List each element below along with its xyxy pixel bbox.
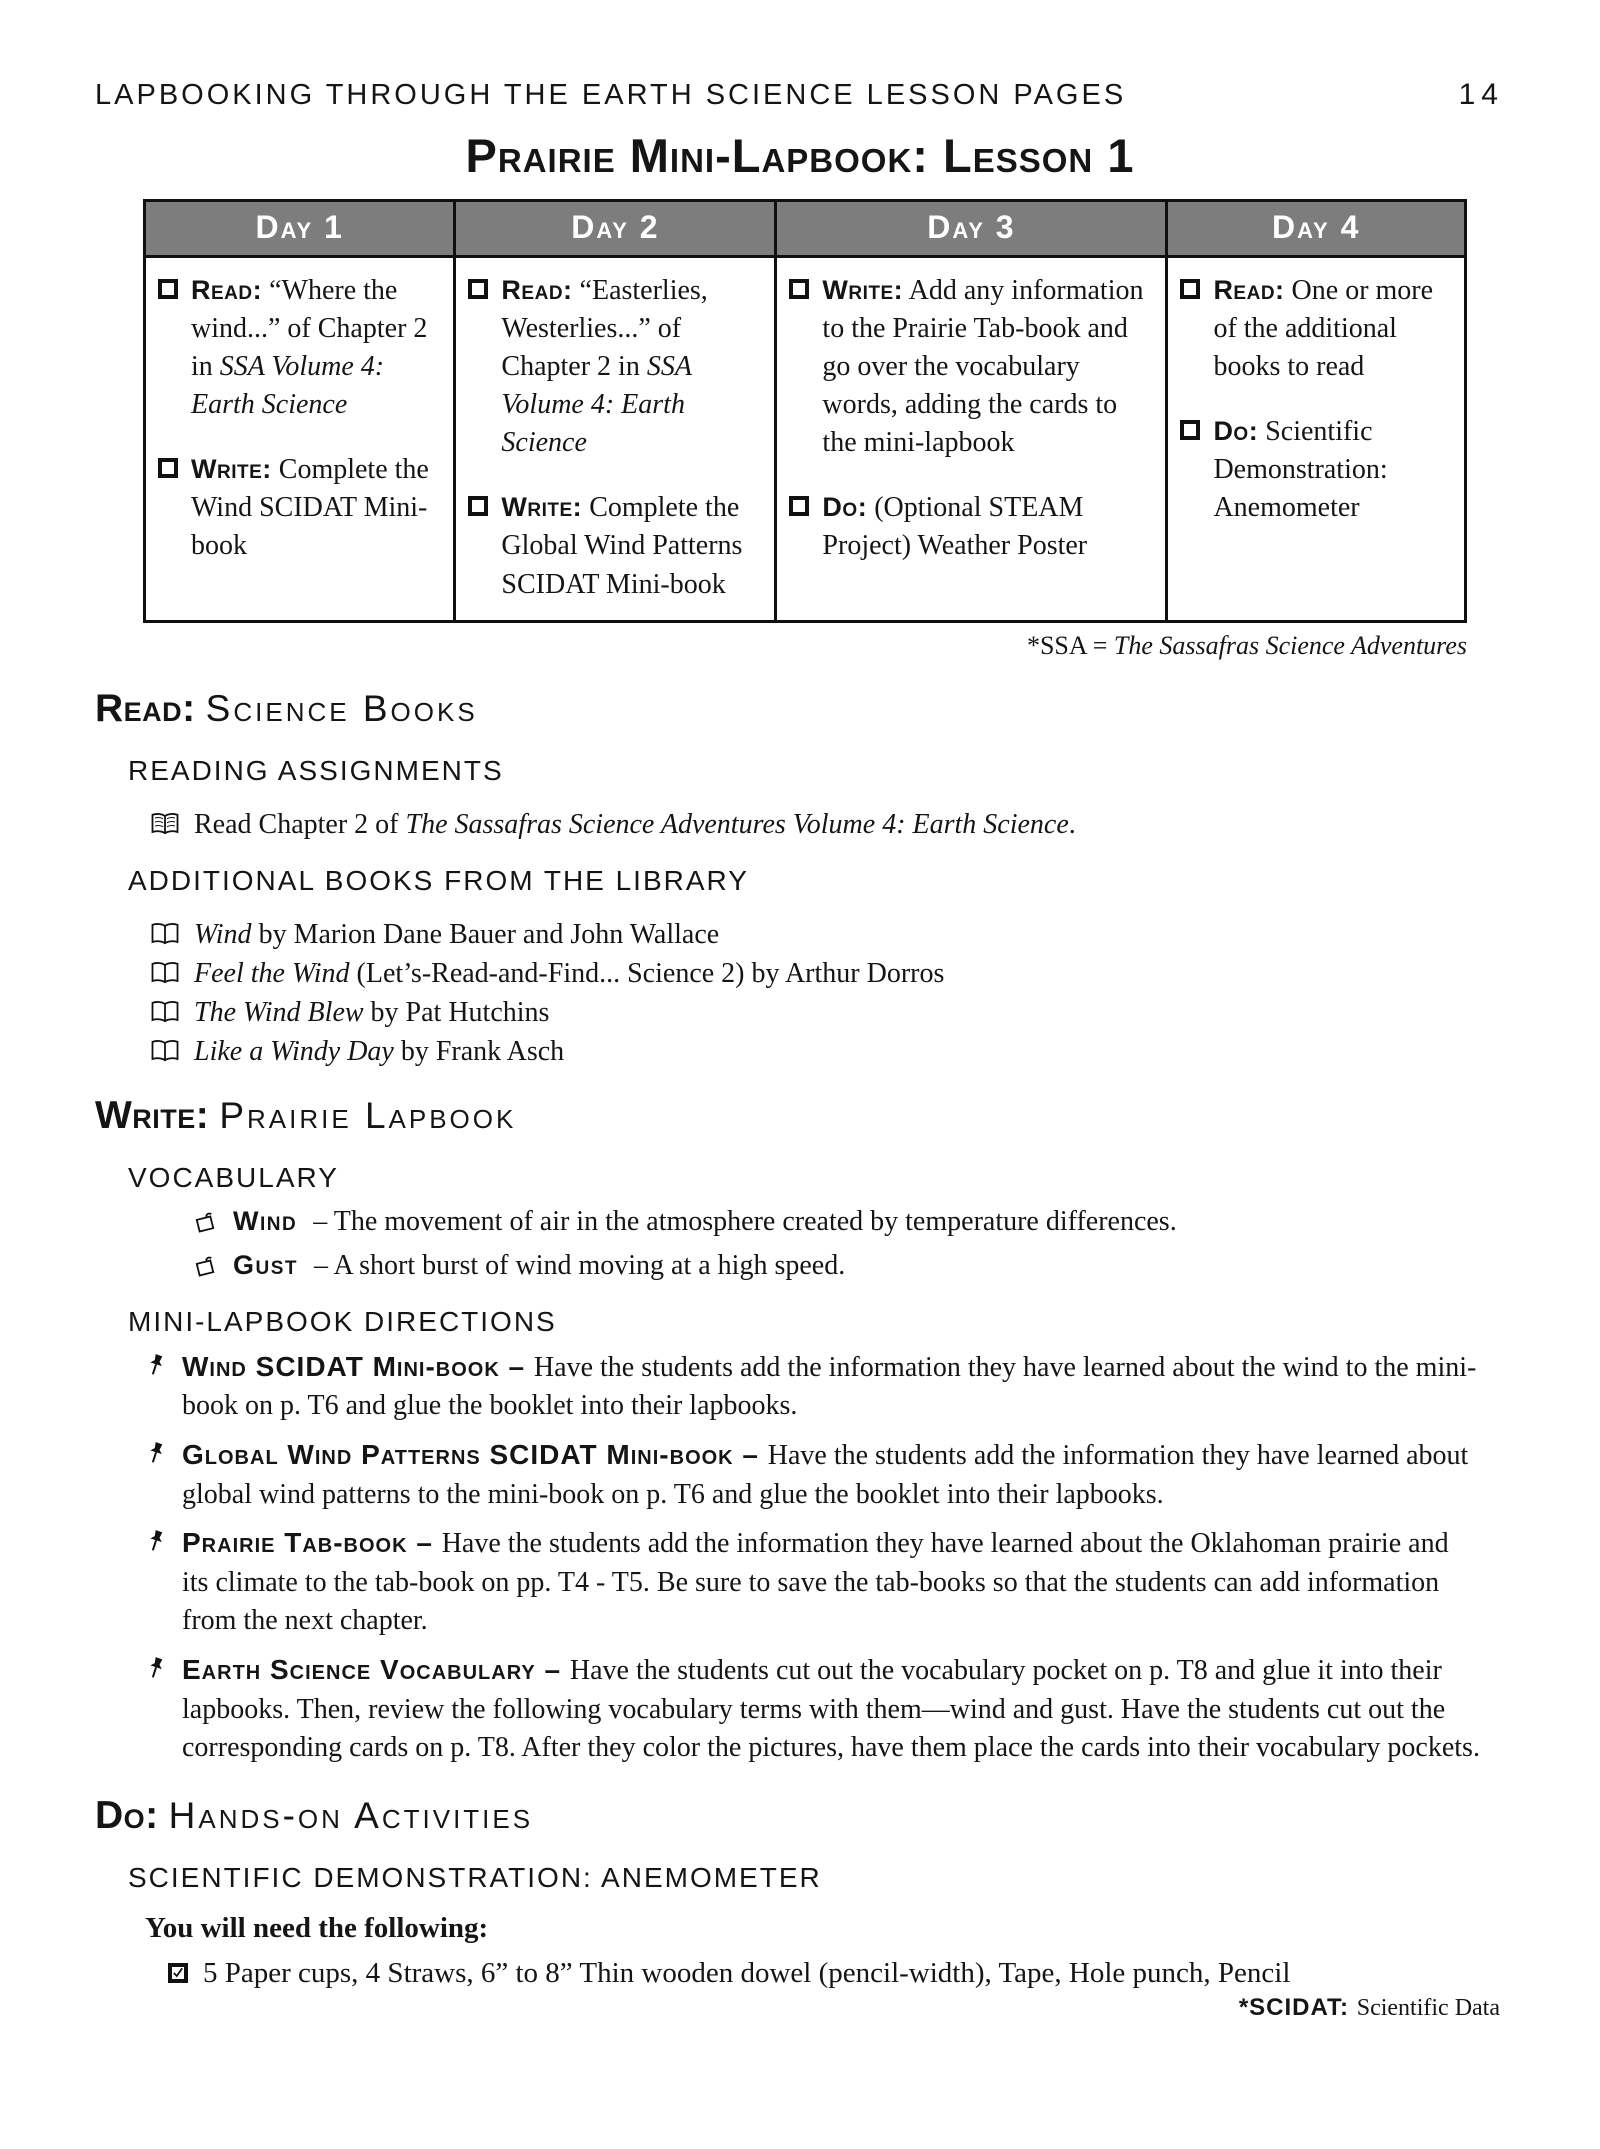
- checkbox-icon: [468, 496, 488, 516]
- section-write-heading: [95, 1094, 1600, 1138]
- subsection-minilapbook-directions: MINI-LAPBOOK DIRECTIONS: [128, 1305, 557, 1337]
- open-book-icon: [150, 961, 180, 985]
- page-title: Prairie Mini-Lapbook: Lesson 1: [465, 129, 1135, 182]
- checkbox-icon: [158, 458, 178, 478]
- book-title: Wind: [194, 918, 252, 950]
- day-2-cell: [455, 257, 776, 622]
- assignment-post: .: [1068, 808, 1076, 840]
- day-1-header: Day 1: [145, 201, 455, 257]
- item-keyword: Write:: [501, 492, 583, 523]
- subsection-scientific-demonstration: SCIENTIFIC DEMONSTRATION: ANEMOMETER: [128, 1861, 822, 1893]
- scidat-footnote-text: Scientific Data: [1356, 1994, 1500, 2021]
- reading-assignment-item: [150, 809, 1600, 841]
- library-book-item: [150, 997, 1600, 1029]
- section-keyword: Read:: [95, 686, 196, 730]
- running-header-title: LAPBOOKING THROUGH THE EARTH SCIENCE LESSON PAGES: [95, 79, 1127, 111]
- reading-assignment-text: [194, 809, 1076, 841]
- day-4-header: Day 4: [1167, 201, 1466, 257]
- checkbox-icon: [1180, 420, 1200, 440]
- schedule-item: [158, 451, 441, 565]
- pushpin-icon: [148, 1353, 166, 1379]
- schedule-item-text: [191, 451, 441, 565]
- schedule-item-text: [1213, 272, 1452, 386]
- item-keyword: Write:: [191, 454, 272, 485]
- checkbox-icon: [789, 496, 809, 516]
- item-text-italic: SSA Volume 4: Earth Science: [191, 351, 385, 421]
- book-title: Feel the Wind: [194, 957, 350, 989]
- book-rest: by Frank Asch: [393, 1035, 565, 1067]
- schedule-table: [143, 199, 1467, 623]
- checked-checkbox-icon: [168, 1963, 188, 1983]
- scidat-footnote: [0, 1994, 1500, 2022]
- schedule-item-text: [501, 489, 762, 603]
- schedule-item-text: [501, 272, 762, 462]
- subsection-reading-assignments: READING ASSIGNMENTS: [128, 754, 504, 786]
- section-title: Hands-on Activities: [168, 1794, 534, 1836]
- schedule-body-row: [145, 257, 1466, 622]
- book-rest: by Pat Hutchins: [363, 996, 550, 1028]
- page-number: 14: [1458, 78, 1504, 111]
- item-text: Complete the Global Wind Patterns SCIDAT Mini-book: [501, 492, 743, 600]
- table-footnote: [0, 631, 1467, 661]
- library-book-item: [150, 1036, 1600, 1068]
- schedule-item-text: [822, 489, 1153, 565]
- item-text: Scientific Demonstration: Anemometer: [1213, 416, 1388, 524]
- assignment-book-title: The Sassafras Science Adventures Volume 4: Earth Science: [405, 808, 1069, 840]
- library-book-text: [194, 1036, 564, 1068]
- schedule-item: [789, 272, 1153, 462]
- open-book-icon: [150, 1000, 180, 1024]
- schedule-item: [1180, 272, 1452, 386]
- running-header: [95, 78, 1504, 112]
- supplies-item: [168, 1957, 1600, 1990]
- document-page: [0, 78, 1600, 2022]
- footnote-prefix: *SSA =: [1026, 630, 1114, 660]
- section-title: Science Books: [205, 687, 478, 729]
- day-4-cell: [1167, 257, 1466, 622]
- book-rest: by Marion Dane Bauer and John Wallace: [251, 918, 720, 950]
- library-book-item: [150, 919, 1600, 951]
- schedule-item: [1180, 413, 1452, 527]
- schedule-item-text: [191, 272, 441, 424]
- checkbox-icon: [468, 279, 488, 299]
- direction-text: Have the students add the information they have learned about global wind patterns to the mini-book on p. T6 and glue the booklet into their lapbooks.: [182, 1439, 1469, 1510]
- open-book-icon: [150, 1039, 180, 1063]
- schedule-item: [158, 272, 441, 424]
- day-1-cell: [145, 257, 455, 622]
- item-keyword: Do:: [822, 492, 868, 523]
- open-book-icon: [150, 922, 180, 946]
- subsection-additional-books: ADDITIONAL BOOKS FROM THE LIBRARY: [128, 864, 749, 896]
- item-keyword: Do:: [1213, 416, 1259, 447]
- book-title: The Wind Blew: [194, 996, 364, 1028]
- schedule-item-text: [822, 272, 1153, 462]
- open-book-icon: [150, 812, 180, 836]
- item-keyword: Read:: [501, 275, 573, 305]
- schedule-header-row: [145, 201, 1466, 257]
- pushpin-icon: [148, 1529, 166, 1555]
- library-book-text: [194, 958, 944, 990]
- library-book-text: [194, 997, 549, 1029]
- section-keyword: Do:: [95, 1793, 159, 1837]
- direction-text: Have the students cut out the vocabulary pocket on p. T8 and glue it into their lapbooks. Then, review the following vocabulary terms with them—wind and gust. Have the students cut out the corresponding cards on p. T8. After they color the pictures, have them place the cards into their vocabulary pockets.: [182, 1655, 1480, 1764]
- direction-heading: Prairie Tab-book –: [182, 1527, 442, 1559]
- schedule-item: [468, 489, 762, 603]
- assignment-pre: Read Chapter 2 of: [194, 808, 406, 840]
- item-text: “Where the wind...” of Chapter 2 in: [191, 275, 428, 383]
- day-2-header: Day 2: [455, 201, 776, 257]
- vocabulary-item: [193, 1206, 1600, 1238]
- direction-item: [182, 1651, 1480, 1768]
- direction-heading: Wind SCIDAT Mini-book –: [182, 1350, 534, 1382]
- library-book-item: [150, 958, 1600, 990]
- checkbox-icon: [789, 279, 809, 299]
- section-read-heading: [95, 687, 1600, 731]
- vocab-term: Gust: [233, 1249, 299, 1280]
- schedule-item-text: [1213, 413, 1452, 527]
- item-keyword: Write:: [822, 275, 904, 305]
- section-keyword: Write:: [95, 1093, 210, 1137]
- item-text: Complete the Wind SCIDAT Mini-book: [191, 454, 429, 562]
- item-keyword: Read:: [191, 275, 263, 305]
- direction-text: Have the students add the information they have learned about the wind to the mini-book on p. T6 and glue the booklet into their lapbooks.: [182, 1351, 1477, 1422]
- section-do-heading: [95, 1794, 1600, 1838]
- supplies-label: You will need the following:: [145, 1911, 489, 1944]
- day-3-header: Day 3: [776, 201, 1167, 257]
- scidat-footnote-prefix: *SCIDAT:: [1238, 1993, 1357, 2021]
- direction-item: [182, 1348, 1480, 1426]
- item-text: “Easterlies, Westerlies...” of Chapter 2 in: [501, 275, 708, 383]
- book-title: Like a Windy Day: [194, 1035, 394, 1067]
- note-icon: [193, 1254, 217, 1278]
- direction-text: Have the students add the information they have learned about the Oklahoman prairie and its climate to the tab-book on pp. T4 - T5. Be sure to save the tab-books so that the students can add information from the next chapter.: [182, 1528, 1449, 1637]
- item-text-italic: SSA Volume 4: Earth Science: [501, 351, 692, 459]
- pushpin-icon: [148, 1656, 166, 1682]
- subsection-vocabulary: VOCABULARY: [128, 1161, 339, 1193]
- checkbox-icon: [158, 279, 178, 299]
- day-3-cell: [776, 257, 1167, 622]
- pushpin-icon: [148, 1441, 166, 1467]
- direction-heading: Earth Science Vocabulary –: [182, 1654, 570, 1685]
- supplies-text: 5 Paper cups, 4 Straws, 6” to 8” Thin wooden dowel (pencil-width), Tape, Hole punch, Pencil: [203, 1956, 1291, 1989]
- direction-item: [182, 1524, 1480, 1641]
- vocab-term: Wind: [233, 1205, 298, 1236]
- schedule-item: [468, 272, 762, 462]
- direction-item: [182, 1436, 1480, 1514]
- item-keyword: Read:: [1213, 275, 1285, 305]
- library-book-text: [194, 919, 719, 951]
- note-icon: [193, 1210, 217, 1234]
- vocabulary-item: [193, 1250, 1600, 1282]
- vocab-definition: – A short burst of wind moving at a high speed.: [314, 1249, 846, 1281]
- item-text: One or more of the additional books to read: [1213, 275, 1434, 383]
- section-title: Prairie Lapbook: [219, 1094, 517, 1136]
- checkbox-icon: [1180, 279, 1200, 299]
- vocab-definition: – The movement of air in the atmosphere created by temperature differences.: [313, 1205, 1177, 1237]
- direction-heading: Global Wind Patterns SCIDAT Mini-book –: [182, 1438, 768, 1470]
- item-text: (Optional STEAM Project) Weather Poster: [822, 492, 1088, 562]
- directions-list: [182, 1348, 1480, 1768]
- book-rest: (Let’s-Read-and-Find... Science 2) by Arthur Dorros: [349, 957, 945, 989]
- schedule-item: [789, 489, 1153, 565]
- footnote-book-title: The Sassafras Science Adventures: [1113, 630, 1467, 660]
- item-text: Add any information to the Prairie Tab-book and go over the vocabulary words, adding the cards to the mini-lapbook: [822, 275, 1144, 459]
